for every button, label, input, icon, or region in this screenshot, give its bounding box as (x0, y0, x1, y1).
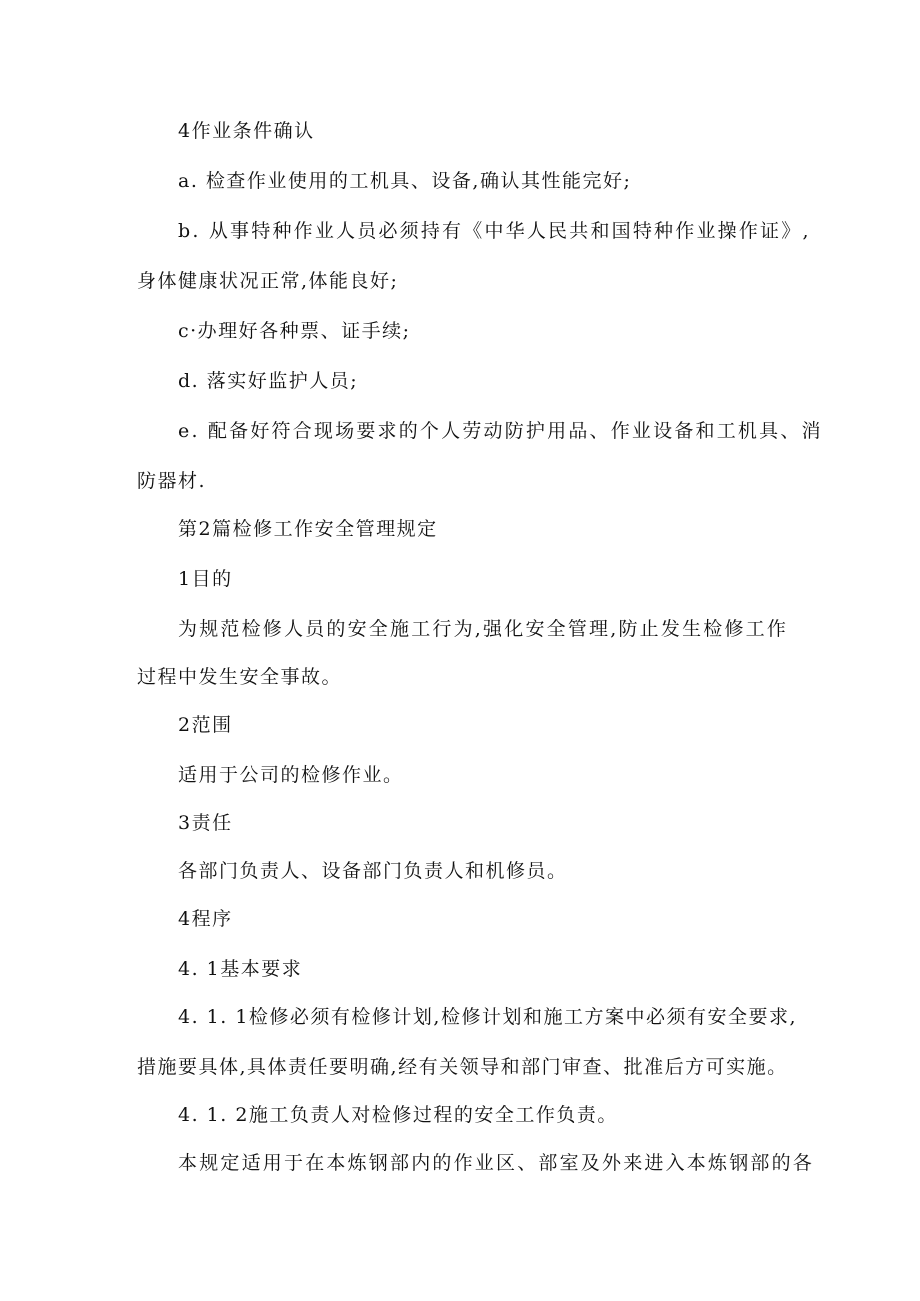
paragraph-scope-statement: 本规定适用于在本炼钢部内的作业区、部室及外来进入本炼钢部的各 (178, 1152, 815, 1174)
heading-basic-requirements: 4. 1基本要求 (178, 958, 303, 980)
section-title: 第2篇检修工作安全管理规定 (178, 518, 438, 540)
paragraph-purpose-cont: 过程中发生安全事故。 (137, 666, 343, 688)
paragraph-scope: 适用于公司的检修作业。 (178, 764, 404, 786)
paragraph-item-b-cont: 身体健康状况正常,体能良好; (137, 270, 399, 292)
paragraph-4-1-1: 4. 1. 1检修必须有检修计划,检修计划和施工方案中必须有安全要求, (178, 1006, 798, 1028)
paragraph-item-e-cont: 防器材. (137, 470, 207, 492)
heading-work-conditions: 4作业条件确认 (178, 120, 315, 142)
paragraph-item-d: d. 落实好监护人员; (178, 370, 359, 392)
paragraph-item-e: e. 配备好符合现场要求的个人劳动防护用品、作业设备和工机具、消 (178, 420, 823, 442)
paragraph-item-c: c·办理好各种票、证手续; (178, 320, 411, 342)
paragraph-purpose: 为规范检修人员的安全施工行为,强化安全管理,防止发生检修工作 (178, 618, 789, 640)
heading-scope: 2范围 (178, 714, 233, 736)
heading-purpose: 1目的 (178, 568, 233, 590)
paragraph-4-1-1-cont: 措施要具体,具体责任要明确,经有关领导和部门审查、批准后方可实施。 (137, 1056, 788, 1078)
paragraph-4-1-2: 4. 1. 2施工负责人对检修过程的安全工作负责。 (178, 1104, 618, 1126)
paragraph-responsibility: 各部门负责人、设备部门负责人和机修员。 (178, 860, 568, 882)
heading-responsibility: 3责任 (178, 812, 233, 834)
paragraph-item-a: a. 检查作业使用的工机具、设备,确认其性能完好; (178, 170, 632, 192)
paragraph-item-b: b. 从事特种作业人员必须持有《中华人民共和国特种作业操作证》, (178, 220, 811, 242)
heading-procedure: 4程序 (178, 908, 233, 930)
